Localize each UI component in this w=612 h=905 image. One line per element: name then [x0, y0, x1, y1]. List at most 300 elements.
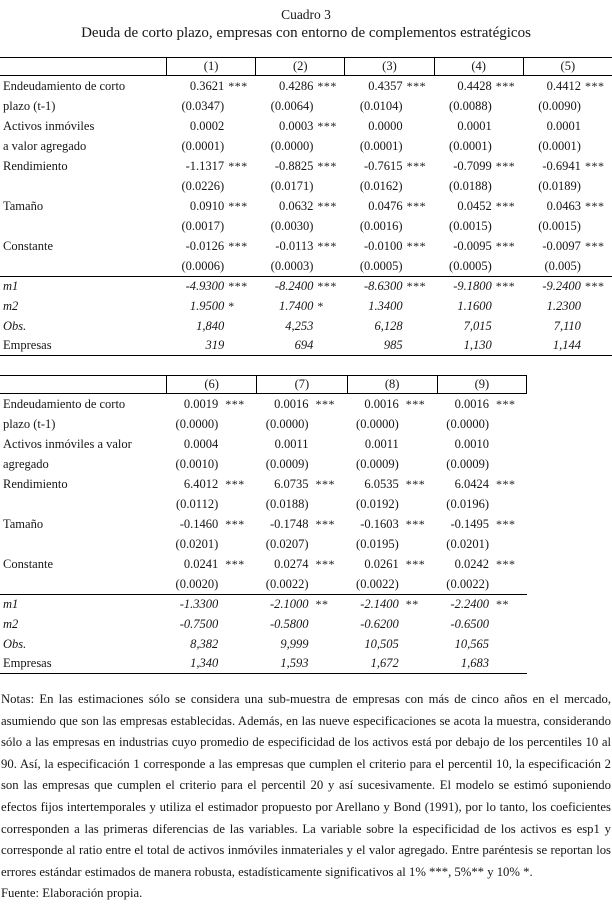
cell-value: (0.0006) [181, 258, 225, 273]
significance-stars: *** [315, 396, 335, 411]
value-cell [434, 316, 523, 336]
value-cell [347, 634, 437, 654]
value-cell [434, 156, 523, 176]
value-cell [256, 474, 346, 494]
cell-value: (0.0009) [446, 456, 489, 471]
cell-value: (0.0022) [356, 576, 399, 591]
table-row [0, 216, 612, 236]
row-label: plazo (t-1) [3, 416, 56, 431]
cell-value: 694 [294, 338, 314, 352]
cell-value: 6,128 [374, 318, 403, 333]
value-cell [344, 316, 433, 336]
cell-value: -0.1748 [269, 516, 309, 531]
cell-value: (0.0347) [181, 98, 225, 113]
significance-stars: *** [495, 198, 516, 213]
value-cell [166, 534, 256, 554]
cell-value: (0.0196) [446, 496, 489, 511]
cell-value: 1,840 [196, 318, 225, 333]
value-cell [166, 136, 255, 156]
significance-stars: *** [405, 396, 426, 411]
significance-stars: *** [228, 279, 248, 293]
significance-stars: *** [317, 118, 337, 133]
significance-stars: *** [225, 476, 245, 491]
value-cell [255, 296, 344, 316]
value-cell [166, 554, 256, 574]
table-row [0, 574, 527, 594]
cell-value: 1,672 [370, 656, 399, 670]
cell-value: 0.0241 [183, 556, 219, 571]
cell-value: 0.3621 [189, 78, 225, 93]
value-cell [256, 595, 346, 614]
value-cell [256, 574, 346, 594]
cell-value: (0.0201) [446, 536, 489, 551]
value-cell [255, 156, 344, 176]
significance-stars: *** [406, 158, 427, 173]
row-label: Obs. [3, 636, 27, 651]
cell-value: 0.0242 [454, 556, 489, 571]
value-cell [166, 96, 255, 116]
cell-value: 0.0011 [274, 436, 309, 451]
cell-value: -0.0100 [364, 238, 403, 253]
cell-value: (0.0022) [446, 576, 489, 591]
value-cell [347, 574, 437, 594]
table-header-row [0, 375, 527, 394]
cell-value: -0.0126 [185, 238, 225, 253]
source-note: Fuente: Elaboración propia. [1, 886, 143, 901]
table-row [0, 474, 527, 494]
significance-stars: * [317, 298, 324, 313]
cell-value: -0.7500 [179, 616, 219, 631]
value-cell [523, 236, 612, 256]
cell-value: -0.5800 [269, 616, 309, 631]
cell-value: 0.0011 [364, 436, 399, 451]
row-label: Activos inmóviles [3, 118, 95, 133]
cell-value: 0.0016 [364, 396, 399, 411]
cell-value: 0.0910 [189, 198, 225, 213]
cell-value: 6.0535 [364, 476, 399, 491]
column-header: (4) [434, 58, 523, 75]
cell-value: -1.1317 [185, 158, 225, 173]
significance-stars: *** [228, 158, 248, 173]
value-cell [256, 454, 346, 474]
cell-value: -0.1495 [450, 516, 489, 531]
cell-value: (0.0001) [181, 138, 225, 153]
significance-stars: *** [405, 556, 426, 571]
row-label: Empresas [3, 656, 52, 670]
cell-value: 0.4412 [546, 78, 581, 93]
cell-value: 0.0003 [279, 118, 314, 133]
value-cell [255, 76, 344, 96]
value-cell [344, 196, 433, 216]
value-cell [434, 176, 523, 196]
significance-stars: *** [496, 556, 516, 571]
cell-value: (0.0188) [449, 178, 492, 193]
table-row [0, 96, 612, 116]
value-cell [166, 176, 255, 196]
value-cell [437, 595, 527, 614]
cell-value: (0.0000) [175, 416, 219, 431]
value-cell [434, 116, 523, 136]
regression-table-2 [0, 375, 527, 674]
significance-stars: ** [315, 597, 329, 611]
cell-value: 0.0274 [274, 556, 309, 571]
value-cell [347, 554, 437, 574]
significance-stars: *** [405, 516, 426, 531]
value-cell [166, 654, 256, 673]
row-label: Endeudamiento de corto [3, 396, 126, 411]
value-cell [344, 296, 433, 316]
cell-value: (0.0171) [270, 178, 314, 193]
table-row [0, 76, 612, 96]
value-cell [434, 296, 523, 316]
significance-stars: *** [406, 198, 427, 213]
value-cell [166, 634, 256, 654]
value-cell [344, 96, 433, 116]
cell-value: 0.0016 [274, 396, 309, 411]
cell-value: 0.4286 [279, 78, 314, 93]
cell-value: (0.0000) [356, 416, 399, 431]
cell-value: -4.9300 [185, 279, 225, 293]
cell-value: 6.0735 [274, 476, 309, 491]
value-cell [166, 454, 256, 474]
significance-stars: *** [315, 476, 335, 491]
row-label: Tamaño [3, 516, 44, 531]
cell-value: (0.0195) [356, 536, 399, 551]
value-cell [256, 534, 346, 554]
value-cell [437, 394, 527, 414]
value-cell [434, 256, 523, 276]
cell-value: 7,110 [553, 318, 581, 333]
cell-value: (0.0030) [270, 218, 314, 233]
cell-value: 0.0452 [457, 198, 492, 213]
value-cell [344, 336, 433, 355]
value-cell [347, 654, 437, 673]
significance-stars: *** [496, 396, 516, 411]
value-cell [523, 336, 612, 355]
cell-value: 6.0424 [454, 476, 489, 491]
table-row [0, 276, 612, 296]
cell-value: 0.0632 [279, 198, 314, 213]
cell-value: -0.7099 [453, 158, 492, 173]
value-cell [437, 534, 527, 554]
significance-stars: ** [496, 597, 509, 611]
cell-value: 1.9500 [189, 298, 225, 313]
cell-value: 9,999 [280, 636, 309, 651]
table-row [0, 196, 612, 216]
significance-stars: *** [317, 78, 337, 93]
value-cell [255, 116, 344, 136]
cell-value: 0.0476 [368, 198, 403, 213]
significance-stars: *** [496, 516, 516, 531]
cell-value: 1,593 [280, 656, 309, 670]
value-cell [166, 156, 255, 176]
cell-value: (0.0003) [270, 258, 314, 273]
significance-stars: * [228, 298, 235, 313]
value-cell [434, 76, 523, 96]
value-cell [256, 634, 346, 654]
significance-stars: *** [584, 279, 605, 293]
cell-value: -0.0113 [275, 238, 314, 253]
value-cell [255, 216, 344, 236]
cell-value: (0.0016) [359, 218, 403, 233]
value-cell [255, 336, 344, 355]
row-label: Rendimiento [3, 158, 68, 173]
table-row [0, 316, 612, 336]
significance-stars: ** [405, 597, 419, 611]
value-cell [434, 336, 523, 355]
cell-value: 0.0001 [546, 118, 581, 133]
cell-value: 0.0016 [454, 396, 489, 411]
significance-stars: *** [495, 158, 516, 173]
cell-value: 985 [383, 338, 403, 352]
value-cell [437, 414, 527, 434]
cell-value: (0.0001) [449, 138, 492, 153]
cell-value: (0.0000) [270, 138, 314, 153]
value-cell [523, 176, 612, 196]
cell-value: 0.0000 [368, 118, 403, 133]
cell-value: (0.0104) [359, 98, 403, 113]
cell-value: (0.0226) [181, 178, 225, 193]
value-cell [166, 336, 255, 355]
value-cell [344, 256, 433, 276]
cell-value: 1,340 [190, 656, 219, 670]
cell-value: (0.0000) [446, 416, 489, 431]
cell-value: -0.8825 [274, 158, 314, 173]
cell-value: 1,683 [460, 656, 489, 670]
value-cell [347, 414, 437, 434]
value-cell [166, 256, 255, 276]
value-cell [344, 236, 433, 256]
cell-value: (0.0015) [449, 218, 492, 233]
value-cell [437, 434, 527, 454]
table-number-title: Cuadro 3 [281, 7, 331, 22]
value-cell [434, 96, 523, 116]
cell-value: (0.0188) [265, 496, 309, 511]
cell-value: 10,505 [364, 636, 399, 651]
value-cell [347, 514, 437, 534]
value-cell [255, 176, 344, 196]
column-header: (5) [523, 58, 612, 75]
significance-stars: *** [317, 158, 337, 173]
row-label: a valor agregado [3, 138, 87, 153]
table-notes: Notas: En las estimaciones sólo se considera una sub-muestra de empresas con más de cinco años en el mercado, asumiendo que son las empresas establecidas. Además, en las nueve especificaciones se acota la muestra, considerando sólo a las empresas en industrias cuyo promedio de especificidad de los activos está por debajo de los percentiles 10 al 90. Así, la especificación 1 corresponde a las empresas que cumplen el criterio para el percentil 10, la especificación 2 son las empresas que cumplen el criterio para el percentil 20 y así sucesivamente. El modelo se estimó suponiendo efectos fijos intertemporales y utiliza el estimador propuesto por Arellano y Bond (1991), por lo tanto, los coeficientes corresponden a las primeras diferencias de las variables. La variable sobre la especificidad de los activos es esp1 y corresponde al ratio entre el total de activos inmóviles inmateriales y el valor agregado. Entre paréntesis se reportan los errores estándar estimados de manera robusta, estadísticamente significativos al 1% ***, 5%** y 10% *. [1, 692, 611, 879]
significance-stars: *** [496, 476, 516, 491]
cell-value: 0.0001 [457, 118, 492, 133]
column-header: (6) [166, 376, 256, 393]
value-cell [166, 394, 256, 414]
cell-value: -2.1400 [360, 597, 399, 611]
value-cell [523, 316, 612, 336]
table-row [0, 634, 527, 654]
significance-stars: *** [406, 238, 427, 253]
value-cell [523, 296, 612, 316]
value-cell [347, 434, 437, 454]
significance-stars: *** [406, 279, 427, 293]
value-cell [523, 156, 612, 176]
cell-value: (0.0005) [359, 258, 403, 273]
column-header: (3) [344, 58, 433, 75]
row-label: Activos inmóviles a valor [3, 436, 132, 451]
value-cell [256, 654, 346, 673]
table-row [0, 296, 612, 316]
value-cell [344, 116, 433, 136]
row-label: Constante [3, 238, 53, 253]
cell-value: -2.1000 [269, 597, 309, 611]
table-row [0, 176, 612, 196]
value-cell [344, 176, 433, 196]
table-row [0, 534, 527, 554]
cell-value: -0.0095 [453, 238, 492, 253]
cell-value: -0.6500 [450, 616, 489, 631]
value-cell [437, 454, 527, 474]
cell-value: 4,253 [285, 318, 314, 333]
value-cell [166, 236, 255, 256]
value-cell [434, 196, 523, 216]
cell-value: 1.2300 [546, 298, 581, 313]
table-row [0, 614, 527, 634]
table-row [0, 494, 527, 514]
value-cell [347, 394, 437, 414]
cell-value: (0.0017) [181, 218, 225, 233]
cell-value: 0.0463 [546, 198, 581, 213]
table-row [0, 394, 527, 414]
table-row [0, 136, 612, 156]
value-cell [166, 296, 255, 316]
cell-value: (0.0015) [538, 218, 581, 233]
value-cell [166, 614, 256, 634]
value-cell [166, 116, 255, 136]
value-cell [437, 514, 527, 534]
value-cell [437, 614, 527, 634]
value-cell [166, 316, 255, 336]
cell-value: (0.0162) [359, 178, 403, 193]
table-row [0, 336, 612, 356]
significance-stars: *** [405, 476, 426, 491]
value-cell [347, 614, 437, 634]
value-cell [434, 236, 523, 256]
value-cell [344, 277, 433, 296]
cell-value: (0.0022) [265, 576, 309, 591]
row-label: Tamaño [3, 198, 44, 213]
significance-stars: *** [584, 238, 605, 253]
column-header: (2) [255, 58, 344, 75]
table-row [0, 236, 612, 256]
value-cell [166, 595, 256, 614]
value-cell [166, 196, 255, 216]
table-row [0, 434, 527, 454]
value-cell [255, 236, 344, 256]
value-cell [256, 494, 346, 514]
cell-value: 0.0004 [183, 436, 219, 451]
significance-stars: *** [317, 198, 337, 213]
value-cell [347, 534, 437, 554]
table-row [0, 594, 527, 614]
row-label: m2 [3, 616, 19, 631]
value-cell [437, 554, 527, 574]
row-label: Constante [3, 556, 53, 571]
significance-stars: *** [225, 516, 245, 531]
cell-value: (0.0201) [175, 536, 219, 551]
cell-value: 1.3400 [368, 298, 403, 313]
value-cell [256, 554, 346, 574]
cell-value: -8.2400 [274, 279, 314, 293]
value-cell [256, 434, 346, 454]
significance-stars: *** [225, 556, 245, 571]
row-label: m2 [3, 298, 19, 313]
significance-stars: *** [495, 78, 516, 93]
cell-value: 1,144 [552, 338, 581, 352]
column-header: (7) [256, 376, 346, 393]
cell-value: (0.0088) [449, 98, 492, 113]
column-header: (8) [347, 376, 437, 393]
significance-stars: *** [228, 198, 248, 213]
cell-value: 1.1600 [457, 298, 492, 313]
value-cell [523, 116, 612, 136]
table-row [0, 116, 612, 136]
value-cell [437, 654, 527, 673]
table-title: Deuda de corto plazo, empresas con entorno de complementos estratégicos [81, 25, 531, 41]
value-cell [347, 454, 437, 474]
significance-stars: *** [495, 238, 516, 253]
value-cell [255, 316, 344, 336]
table-row [0, 156, 612, 176]
value-cell [166, 216, 255, 236]
value-cell [523, 76, 612, 96]
cell-value: (0.0112) [176, 496, 219, 511]
row-label: Empresas [3, 338, 52, 352]
value-cell [437, 574, 527, 594]
cell-value: -1.3300 [179, 597, 219, 611]
row-label: agregado [3, 456, 49, 471]
value-cell [255, 196, 344, 216]
cell-value: (0.0009) [356, 456, 399, 471]
cell-value: 0.0010 [454, 436, 489, 451]
cell-value: -0.6941 [542, 158, 581, 173]
value-cell [166, 277, 255, 296]
row-label: m1 [3, 279, 19, 293]
cell-value: -0.7615 [364, 158, 403, 173]
value-cell [166, 514, 256, 534]
table-row [0, 256, 612, 276]
value-cell [166, 574, 256, 594]
cell-value: (0.0000) [265, 416, 309, 431]
table-header-row [0, 57, 612, 76]
value-cell [347, 595, 437, 614]
value-cell [256, 394, 346, 414]
value-cell [437, 494, 527, 514]
significance-stars: *** [228, 78, 248, 93]
value-cell [347, 474, 437, 494]
cell-value: 0.0261 [364, 556, 399, 571]
cell-value: -9.1800 [453, 279, 492, 293]
significance-stars: *** [584, 78, 605, 93]
value-cell [166, 434, 256, 454]
table-row [0, 414, 527, 434]
cell-value: 7,015 [463, 318, 492, 333]
significance-stars: *** [225, 396, 245, 411]
table-row [0, 454, 527, 474]
cell-value: 0.0019 [183, 396, 219, 411]
cell-value: (0.0010) [175, 456, 219, 471]
significance-stars: *** [584, 198, 605, 213]
column-header: (9) [437, 376, 527, 393]
value-cell [344, 216, 433, 236]
column-header: (1) [166, 58, 255, 75]
cell-value: -0.1603 [360, 516, 399, 531]
cell-value: (0.0005) [449, 258, 492, 273]
value-cell [166, 494, 256, 514]
regression-table-1 [0, 57, 612, 356]
